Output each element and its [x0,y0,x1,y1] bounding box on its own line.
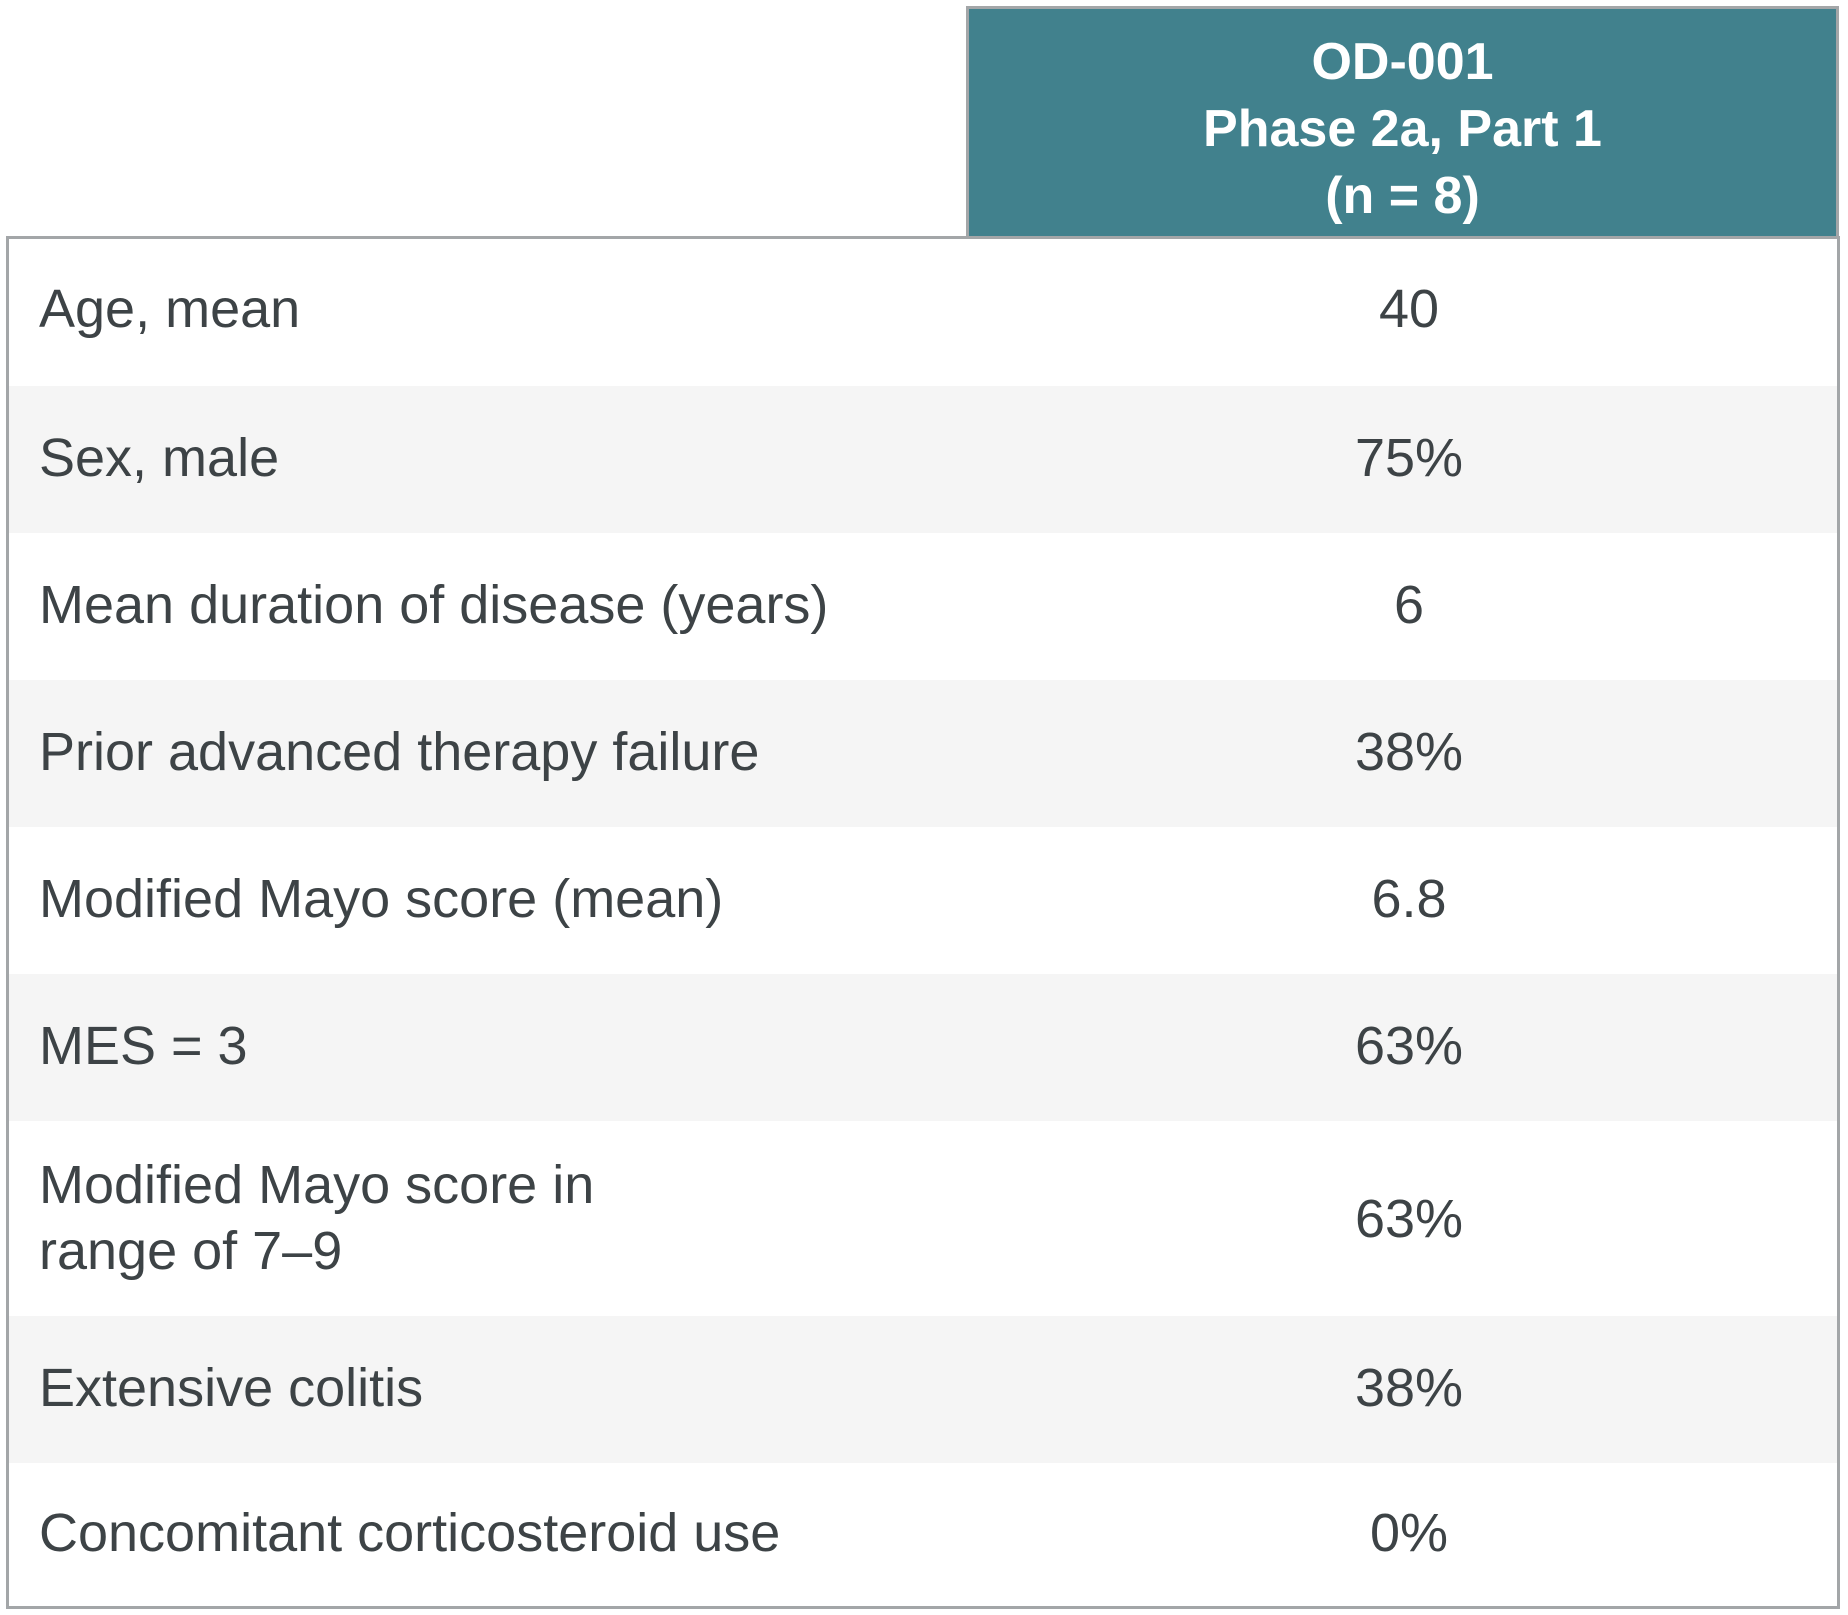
row-label-line-2: range of 7–9 [39,1221,343,1281]
row-value: 38% [1354,1358,1464,1418]
header-study-name: OD-001 [1311,33,1494,91]
row-label: Modified Mayo score (mean) [39,869,724,929]
row-value: 40 [1378,279,1440,339]
row-value: 63% [1354,1189,1464,1249]
row-label: Sex, male [39,428,280,488]
table-row [9,386,1837,533]
header-sample-size: (n = 8) [1325,167,1480,225]
table-row [9,680,1837,827]
row-value: 0% [1369,1503,1449,1563]
table-row [9,1463,1837,1606]
baseline-characteristics-table [6,236,1840,1609]
row-value: 38% [1354,722,1464,782]
row-label: Age, mean [39,279,301,339]
table-row [9,1316,1837,1463]
table-row [9,827,1837,974]
row-label: Extensive colitis [39,1358,424,1418]
table-row [9,533,1837,680]
row-label: Concomitant corticosteroid use [39,1503,781,1563]
table-row [9,1121,1837,1316]
row-value: 63% [1354,1016,1464,1076]
row-label: Mean duration of disease (years) [39,575,829,635]
column-header [966,6,1839,236]
row-label: Prior advanced therapy failure [39,722,760,782]
header-phase: Phase 2a, Part 1 [1203,100,1602,158]
table-row [9,239,1837,386]
row-value: 75% [1354,428,1464,488]
row-label: MES = 3 [39,1016,248,1076]
row-label-line-1: Modified Mayo score in [39,1155,595,1215]
row-value: 6.8 [1371,869,1447,929]
row-value: 6 [1393,575,1425,635]
table-row [9,974,1837,1121]
